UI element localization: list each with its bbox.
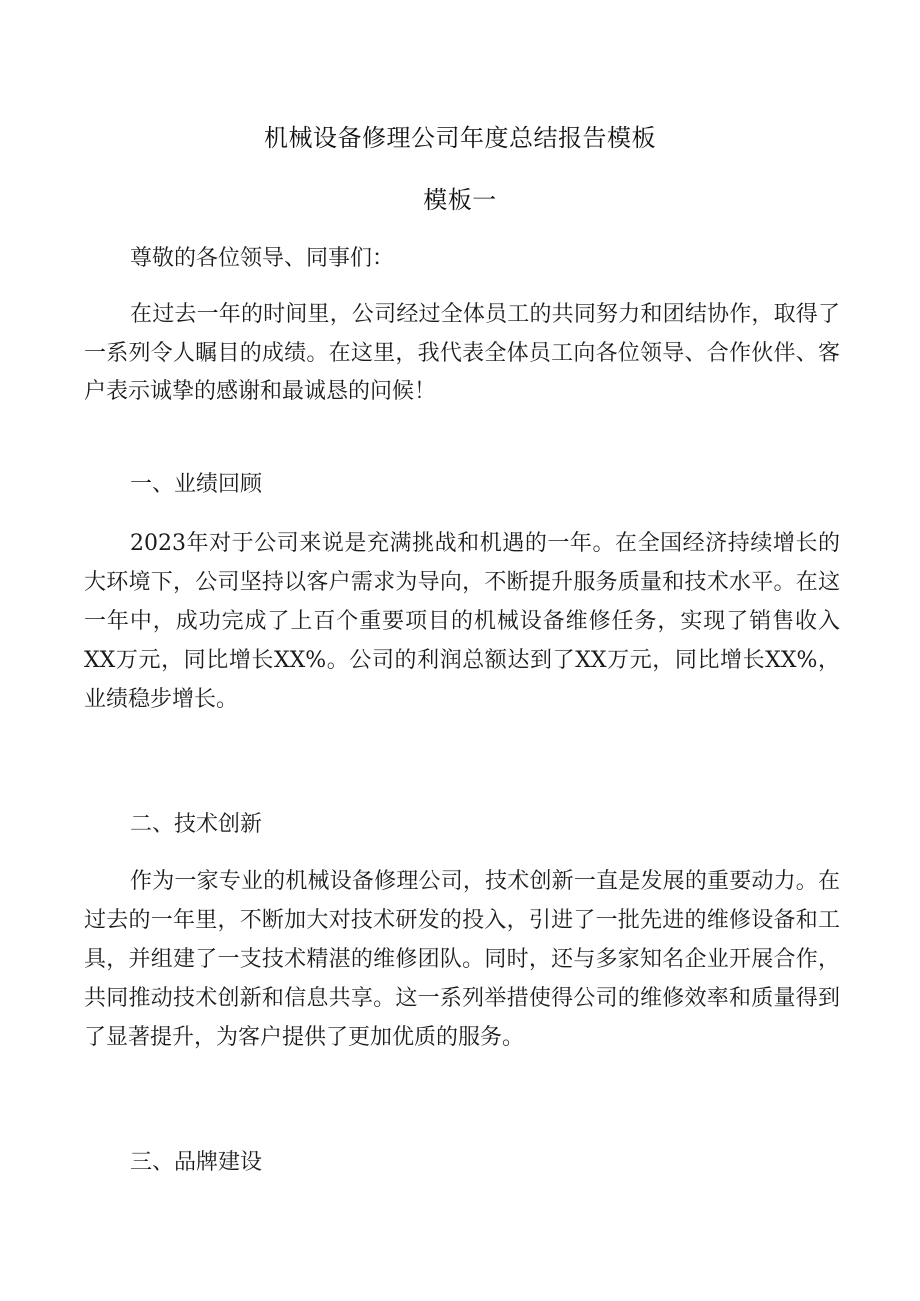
document-subtitle: 模板一 xyxy=(423,186,497,214)
section-heading-performance: 一、业绩回顾 xyxy=(130,472,263,497)
section-heading-innovation: 二、技术创新 xyxy=(130,812,263,837)
intro-paragraph: 在过去一年的时间里，公司经过全体员工的共同努力和团结协作，取得了一系列令人瞩目的成绩。在这里，我代表全体员工向各位领导、合作伙伴、客户表示诚挚的感谢和最诚恳的问候！ xyxy=(84,302,840,404)
salutation: 尊敬的各位领导、同事们： xyxy=(130,246,395,271)
section-heading-brand: 三、品牌建设 xyxy=(130,1150,263,1175)
section-body-performance: 2023年对于公司来说是充满挑战和机遇的一年。在全国经济持续增长的大环境下，公司坚持以客户需求为导向，不断提升服务质量和技术水平。在这一年中，成功完成了上百个重要项目的机械设备维修任务，实现了销售收入XX万元，同比增长XX%。公司的利润总额达到了XX万元，同比增长XX%，业绩稳步增长。 xyxy=(84,531,840,712)
section-body-innovation: 作为一家专业的机械设备修理公司，技术创新一直是发展的重要动力。在过去的一年里，不断加大对技术研发的投入，引进了一批先进的维修设备和工具，并组建了一支技术精湛的维修团队。同时，还与多家知名企业开展合作，共同推动技术创新和信息共享。这一系列举措使得公司的维修效率和质量得到了显著提升，为客户提供了更加优质的服务。 xyxy=(84,869,840,1050)
document-title: 机械设备修理公司年度总结报告模板 xyxy=(264,124,656,152)
